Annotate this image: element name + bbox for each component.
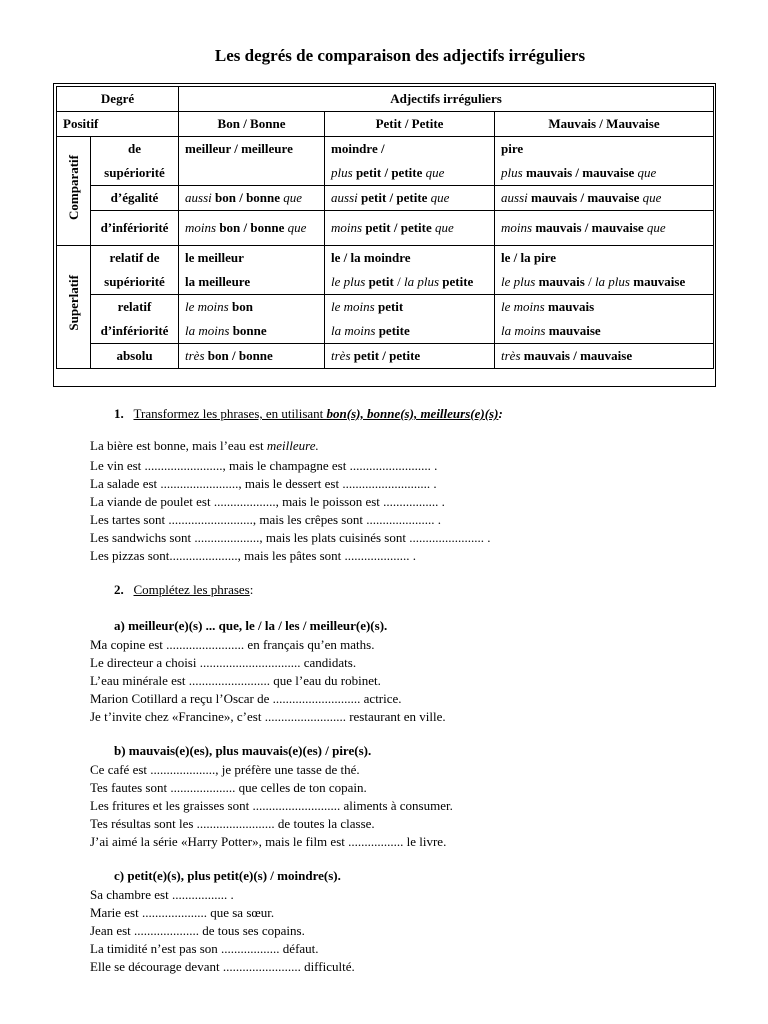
ex2c-heading: c) petit(e)(s), plus petit(e)(s) / moindre(s). (114, 868, 341, 883)
comp-sup-label: de supériorité (91, 137, 179, 186)
comparatif-label-cell (57, 137, 91, 246)
header-adjectifs: Adjectifs irréguliers (179, 87, 714, 112)
ex1-line: Les tartes sont .........................., mais les crêpes sont ..................... . (90, 512, 441, 527)
sup-rel-sup-bon: le meilleur la meilleure (179, 246, 325, 295)
ex2a-line: L’eau minérale est ......................... que l’eau du robinet. (90, 673, 381, 688)
col-petit: Petit / Petite (325, 112, 495, 137)
sup-rel-sup-mauvais: le / la pire le plus mauvais / la plus mauvaise (495, 246, 714, 295)
comp-sup-bon: meilleur / meilleure (179, 137, 325, 186)
sup-absolu-mauvais: très mauvais / mauvaise (495, 344, 714, 369)
ex2b-heading: b) mauvais(e)(es), plus mauvais(e)(es) / pire(s). (114, 743, 372, 758)
ex2a-line: Je t’invite chez «Francine», c’est ......................... restaurant en ville. (90, 709, 446, 724)
sup-rel-inf-label: relatif d’infériorité (91, 295, 179, 344)
comp-egal-label: d’égalité (91, 186, 179, 211)
comp-sup-petit: moindre / plus petit / petite que (325, 137, 495, 186)
ex2c-line: Sa chambre est ................. . (90, 887, 234, 902)
ex2b-line: J’ai aimé la série «Harry Potter», mais le film est ................. le livre. (90, 834, 447, 849)
sup-absolu-label: absolu (91, 344, 179, 369)
ex2a-line: Ma copine est ........................ en français qu’en maths. (90, 637, 375, 652)
page-title: Les degrés de comparaison des adjectifs irréguliers (214, 46, 586, 65)
sup-rel-inf-bon: le moins bon la moins bonne (179, 295, 325, 344)
sup-absolu-petit: très petit / petite (325, 344, 495, 369)
ex2c-line: La timidité n’est pas son .................. défaut. (90, 941, 319, 956)
comparison-table (56, 86, 714, 369)
comp-inf-bon: moins bon / bonne que (179, 211, 325, 246)
ex2a-heading: a) meilleur(e)(s) ... que, le / la / les / meilleur(e)(s). (114, 618, 388, 633)
ex2b-line: Les fritures et les graisses sont ........................... aliments à consumer. (90, 798, 453, 813)
comparatif-label: Comparatif (65, 154, 81, 220)
ex1-line: Les sandwichs sont ...................., mais les plats cuisinés sont ....................... . (90, 530, 491, 545)
comp-sup-mauvais: pire plus mauvais / mauvaise que (495, 137, 714, 186)
sup-rel-inf-mauvais: le moins mauvais la moins mauvaise (495, 295, 714, 344)
ex2b-line: Ce café est ...................., je préfère une tasse de thé. (90, 762, 360, 777)
ex1-line: Le vin est ........................, mais le champagne est ......................... . (90, 458, 438, 473)
ex1-line: La viande de poulet est ..................., mais le poisson est ................. . (90, 494, 445, 509)
superlatif-label-cell (57, 246, 91, 369)
ex2a-line: Marion Cotillard a reçu l’Oscar de ........................... actrice. (90, 691, 402, 706)
ex2a-line: Le directeur a choisi ............................... candidats. (90, 655, 357, 670)
comp-inf-mauvais: moins mauvais / mauvaise que (495, 211, 714, 246)
comp-egal-bon: aussi bon / bonne que (179, 186, 325, 211)
ex2b-line: Tes résultas sont les ........................ de toutes la classe. (90, 816, 375, 831)
superlatif-label: Superlatif (65, 275, 81, 331)
ex1-instruction: 1. Transformez les phrases, en utilisant bon(s), bonne(s), meilleurs(e)(s): (114, 406, 503, 421)
comp-inf-petit: moins petit / petite que (325, 211, 495, 246)
ex1-line: Les pizzas sont....................., mais les pâtes sont .................... . (90, 548, 417, 563)
ex1-example: La bière est bonne, mais l’eau est meilleure. (90, 438, 319, 453)
ex2c-line: Jean est .................... de tous ses copains. (90, 923, 305, 938)
header-degre: Degré (57, 87, 179, 112)
comp-egal-petit: aussi petit / petite que (325, 186, 495, 211)
sup-absolu-bon: très bon / bonne (179, 344, 325, 369)
comp-inf-label: d’infériorité (91, 211, 179, 246)
sup-rel-sup-petit: le / la moindre le plus petit / la plus petite (325, 246, 495, 295)
row-positif-label: Positif (57, 112, 179, 137)
sup-rel-inf-petit: le moins petit la moins petite (325, 295, 495, 344)
ex2-instruction: 2. Complétez les phrases: (114, 582, 254, 597)
ex1-line: La salade est ........................, mais le dessert est ........................... . (90, 476, 437, 491)
ex2c-line: Marie est .................... que sa sœur. (90, 905, 275, 920)
col-mauvais: Mauvais / Mauvaise (495, 112, 714, 137)
sup-rel-sup-label: relatif de supériorité (91, 246, 179, 295)
comp-egal-mauvais: aussi mauvais / mauvaise que (495, 186, 714, 211)
ex2c-line: Elle se décourage devant ........................ difficulté. (90, 959, 355, 974)
ex2b-line: Tes fautes sont .................... que celles de ton copain. (90, 780, 367, 795)
col-bon: Bon / Bonne (179, 112, 325, 137)
